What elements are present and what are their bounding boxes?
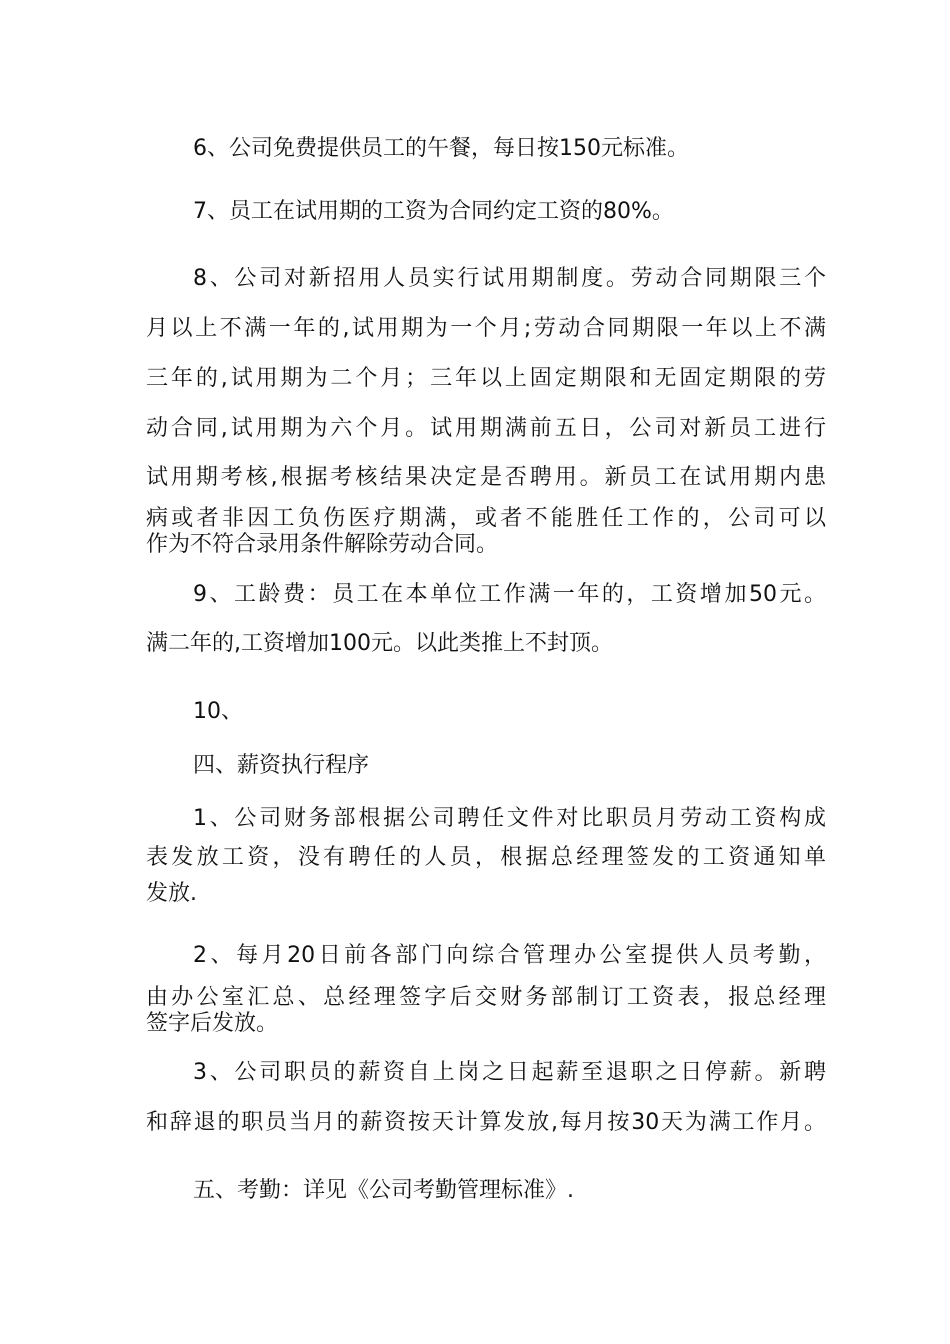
section-heading-5: 五、考勤：详见《公司考勤管理标准》. xyxy=(193,1178,574,1203)
section-4-item-1-line-1: 1、公司财务部根据公司聘任文件对比职员月劳动工资构成 xyxy=(193,806,826,831)
section-4-item-3-line-1: 3、公司职员的薪资自上岗之日起薪至退职之日停薪。新聘 xyxy=(193,1060,826,1085)
paragraph-10: 10、 xyxy=(193,699,243,724)
paragraph-8-line-4: 动合同,试用期为六个月。试用期满前五日，公司对新员工进行 xyxy=(146,416,826,441)
paragraph-8-line-3: 三年的,试用期为二个月；三年以上固定期限和无固定期限的劳 xyxy=(146,366,826,391)
paragraph-6: 6、公司免费提供员工的午餐，每日按150元标准。 xyxy=(193,136,689,161)
section-4-item-2-line-3: 签字后发放。 xyxy=(146,1011,279,1036)
paragraph-8-line-7: 作为不符合录用条件解除劳动合同。 xyxy=(146,532,499,557)
paragraph-8-line-5: 试用期考核,根据考核结果决定是否聘用。新员工在试用期内患 xyxy=(146,465,826,490)
paragraph-9-line-1: 9、工龄费：员工在本单位工作满一年的，工资增加50元。 xyxy=(193,582,826,607)
paragraph-8-line-1: 8、公司对新招用人员实行试用期制度。劳动合同期限三个 xyxy=(193,266,826,291)
section-4-item-1-line-2: 表发放工资，没有聘任的人员，根据总经理签发的工资通知单 xyxy=(146,845,826,870)
paragraph-7: 7、员工在试用期的工资为合同约定工资的80%。 xyxy=(193,199,674,224)
section-4-item-3-line-2: 和辞退的职员当月的薪资按天计算发放,每月按30天为满工作月。 xyxy=(146,1110,826,1135)
section-heading-4: 四、薪资执行程序 xyxy=(193,753,370,778)
paragraph-8-line-6: 病或者非因工负伤医疗期满，或者不能胜任工作的，公司可以 xyxy=(146,506,826,531)
section-4-item-2-line-1: 2、每月20日前各部门向综合管理办公室提供人员考勤， xyxy=(193,943,826,968)
paragraph-9-line-2: 满二年的,工资增加100元。以此类推上不封顶。 xyxy=(146,631,613,656)
section-4-item-1-line-3: 发放. xyxy=(146,881,197,906)
paragraph-8-line-2: 月以上不满一年的,试用期为一个月;劳动合同期限一年以上不满 xyxy=(146,316,826,341)
section-4-item-2-line-2: 由办公室汇总、总经理签字后交财务部制订工资表，报总经理 xyxy=(146,985,826,1010)
